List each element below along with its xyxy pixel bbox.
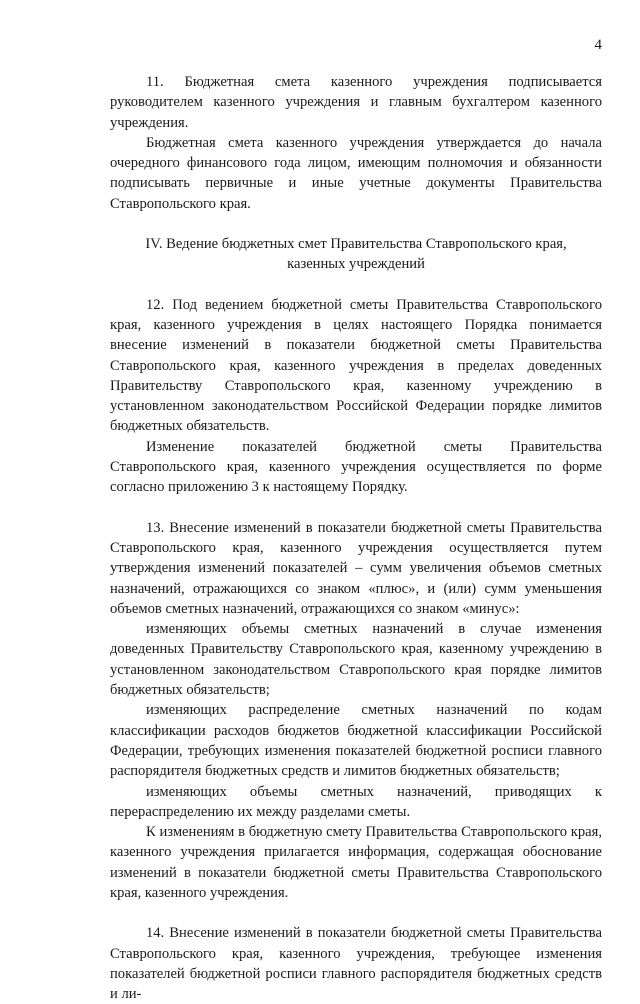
paragraph-14-start: 14. Внесение изменений в показатели бюджетной сметы Правительства Ставропольского края, казенного учреждения, требующее изменения показателей бюджетной росписи главного распорядителя бюджетных средств и ли- [110,925,602,1003]
page-number: 4 [594,37,602,53]
paragraph-13-intro: 13. Внесение изменений в показатели бюджетной сметы Правительства Ставропольского края, казенного учреждения осуществляется путем утверждения изменений показателей – сумм увеличения объемов сметных назначений, отражающихся со знаком «плюс», и (или) сумм уменьшения объемов сметных назначений, отражающихся со знаком «минус»: [110,519,602,617]
paragraph-11-signing: 11. Бюджетная смета казенного учреждения подписывается руководителем казенного учреждения и главным бухгалтером казенного учреждения. [110,74,602,131]
document-body [110,72,602,1004]
section-gap [110,903,602,923]
paragraph-13-item-limits: изменяющих объемы сметных назначений в случае изменения доведенных Правительству Ставропольского края, казенному учреждению в установленном законодательством Ставропольского края порядке лимитов бюджетных обязательств; [110,621,602,699]
section-gap [110,214,602,234]
paragraph-13-justification: К изменениям в бюджетную смету Правительства Ставропольского края, казенного учреждения прилагается информация, содержащая обоснование изменений в показатели бюджетной сметы Правительства Ставропольского края, казенного учреждения. [110,824,602,901]
paragraph-11-approval: Бюджетная смета казенного учреждения утверждается до начала очередного финансового года лицом, имеющим полномочия и обязанности подписывать первичные и иные учетные документы Правительства Ставропольского края. [110,134,602,212]
paragraph-12-form: Изменение показателей бюджетной сметы Правительства Ставропольского края, казенного учреждения осуществляется по форме согласно приложению 3 к настоящему Порядку. [110,438,602,496]
paragraph-12-definition: 12. Под ведением бюджетной сметы Правительства Ставропольского края, казенного учреждения в целях настоящего Порядка понимается внесение изменений в показатели бюджетной сметы Правительства Ставропольского края, казенного учреждения в пределах доведенных Правительству Ставропольского края, казенному учреждению в установленном законодательством Российской Федерации порядке лимитов бюджетных обязательств. [110,296,602,435]
section-heading-line-1: IV. Ведение бюджетных смет Правительства Ставропольского края, [145,236,567,253]
section-heading-line-2: казенных учреждений [287,256,425,273]
section-gap [110,275,602,295]
paragraph-13-item-classification: изменяющих распределение сметных назначений по кодам классификации расходов бюджетов бюджетной классификации Российской Федерации, требующих изменения показателей бюджетной росписи главного распорядителя бюджетных средств и лимитов бюджетных обязательств; [110,702,602,780]
section-gap [110,498,602,518]
paragraph-13-item-redistribution: изменяющих объемы сметных назначений, приводящих к перераспределению их между разделами сметы. [110,783,602,820]
